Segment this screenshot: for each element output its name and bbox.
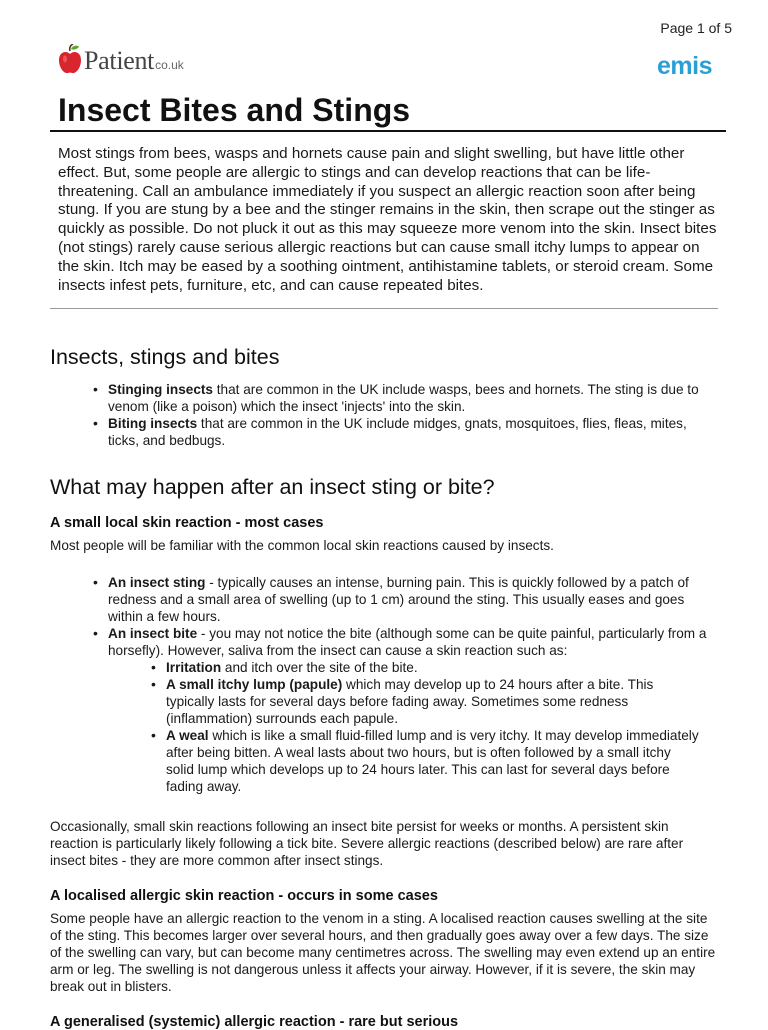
section-heading-insects: Insects, stings and bites: [50, 345, 280, 369]
insects-list: [108, 381, 718, 449]
list-item-bold: Irritation: [166, 660, 222, 675]
intro-paragraph: Most stings from bees, wasps and hornets cause pain and slight swelling, but have little other effect. But, some people are allergic to stings and can develop reactions that can be life-threatening. Call an ambulance immediately if you suspect an allergic reaction soon after being stung. If you are stung by a bee and the stinger remains in the skin, then scrape out the stinger as quickly as possible. Do not pluck it out as this may squeeze more venom into the skin. Insect bites (not stings) rarely cause serious allergic reactions but can cause small itchy lumps to appear on the skin. Itch may be eased by a soothing ointment, antihistamine tablets, or steroid cream. Some insects infest pets, furniture, etc, and can cause repeated bites.: [58, 145, 717, 294]
list-item: [108, 381, 718, 415]
list-item-text: and itch over the site of the bite.: [221, 660, 418, 675]
persistent-reaction-paragraph: Occasionally, small skin reactions following an insect bite persist for weeks or months. A persistent skin reaction is particularly likely following a tick bite. Severe allergic reactions (described below) are rare after insect bites - they are more common after insect stings.: [50, 819, 684, 868]
section-heading-what-happens: What may happen after an insect sting or bite?: [50, 475, 495, 499]
localised-allergic-paragraph: Some people have an allergic reaction to the venom in a sting. A localised reaction causes swelling at the site of the sting. This becomes larger over several hours, and then gradually goes away over a few days. The size of the swelling can vary, but can become many centimetres across. The swelling may even extend up an entire arm or leg. The swelling is not dangerous unless it affects your airway. However, if it is severe, the skin may break out in blisters.: [50, 911, 716, 994]
list-item: [108, 625, 718, 795]
bite-reaction-sublist: [166, 659, 701, 795]
list-item: [166, 727, 701, 795]
list-item: [108, 574, 718, 625]
apple-icon: [58, 44, 82, 74]
list-item-bold: Biting insects: [108, 416, 198, 431]
logo-wordmark: Patient: [84, 46, 155, 75]
patient-logo[interactable]: [58, 44, 184, 74]
logo-domain: co.uk: [155, 58, 184, 72]
list-item-bold: A small itchy lump (papule): [166, 677, 343, 692]
divider: [50, 308, 718, 309]
list-item: [166, 676, 701, 727]
list-item-bold: A weal: [166, 728, 209, 743]
subheading-systemic-allergic: A generalised (systemic) allergic reaction - rare but serious: [50, 1014, 459, 1030]
list-item-text: which is like a small fluid-filled lump and is very itchy. It may develop immediately after being bitten. A weal lasts about two hours, but is often followed by a small itchy solid lump which develops up to 24 hours later. This can last for several days before fading away.: [166, 728, 699, 794]
list-item-text: - typically causes an intense, burning pain. This is quickly followed by a patch of redness and a small area of swelling (up to 1 cm) around the sting. This usually eases and goes within a few hours.: [108, 575, 689, 624]
reaction-list: [108, 574, 718, 795]
emis-logo[interactable]: emis: [657, 52, 712, 80]
subheading-localised-allergic: A localised allergic skin reaction - occurs in some cases: [50, 888, 438, 904]
local-reaction-paragraph: Most people will be familiar with the common local skin reactions caused by insects.: [50, 538, 554, 553]
list-item-text: which may develop up to 24 hours after a bite. This typically lasts for several days before fading away. Sometimes some redness (inflammation) surrounds each papule.: [166, 677, 654, 726]
list-item-text: that are common in the UK include wasps, bees and hornets. The sting is due to venom (like a poison) which the insect 'injects' into the skin.: [108, 382, 699, 414]
list-item: [166, 659, 701, 676]
subheading-local-reaction: A small local skin reaction - most cases: [50, 515, 324, 531]
list-item-text: that are common in the UK include midges, gnats, mosquitoes, flies, fleas, mites, ticks, and bedbugs.: [108, 416, 687, 448]
list-item: [108, 415, 718, 449]
list-item-bold: An insect sting: [108, 575, 206, 590]
list-item-bold: An insect bite: [108, 626, 198, 641]
list-item-bold: Stinging insects: [108, 382, 213, 397]
page-title: Insect Bites and Stings: [50, 90, 726, 132]
list-item-text: - you may not notice the bite (although some can be quite painful, particularly from a horsefly). However, saliva from the insect can cause a skin reaction such as:: [108, 626, 707, 658]
page-number: Page 1 of 5: [660, 20, 732, 36]
